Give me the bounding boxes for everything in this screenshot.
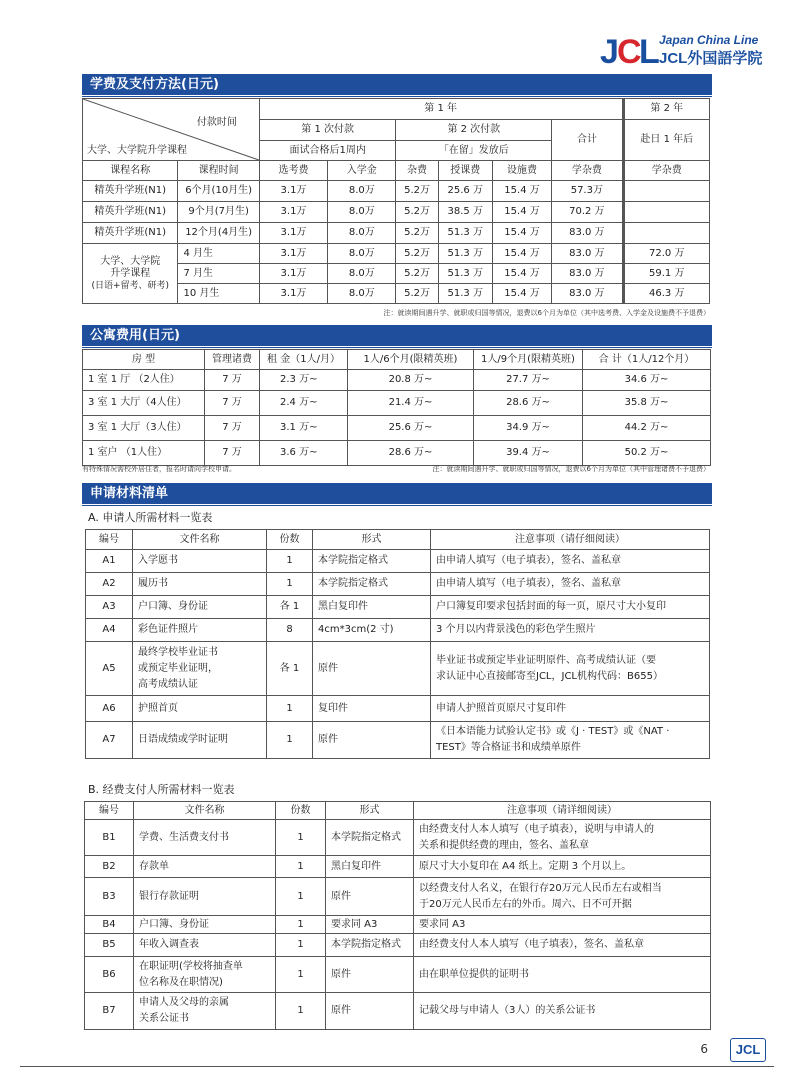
cell: 学费、生活费支付书	[134, 820, 276, 856]
cell: B2	[85, 856, 134, 878]
col-header: 入学金	[328, 161, 396, 181]
apartment-note-right: 注：就读期间遇升学、就职或归国等情况，退费以6个月为单位（其中管理诸费不予退费）	[432, 465, 710, 473]
cell: B1	[85, 820, 134, 856]
col-header: 课程名称	[83, 161, 178, 181]
cell: 3.1万	[259, 264, 327, 284]
cell: 7 月生	[178, 264, 259, 284]
cell: 1	[267, 696, 313, 722]
cell: 1	[276, 916, 326, 934]
cell: 年收入调查表	[134, 934, 276, 957]
col-header: 文件名称	[134, 802, 276, 820]
fees-corner-top: 付款时间	[196, 117, 237, 128]
cell: 申请人及父母的亲属 关系公证书	[134, 993, 276, 1030]
table-row	[83, 244, 710, 264]
cell: 7 万	[205, 441, 260, 466]
pay1-time: 面试合格后1周内	[259, 141, 396, 161]
list-a-table	[85, 529, 710, 759]
cell: 1	[276, 993, 326, 1030]
cell: 《日本语能力试验认定书》或《J · TEST》或《NAT · TEST》等合格证书和成绩单原件	[431, 722, 710, 759]
cell: 4cm*3cm(2 寸)	[313, 619, 431, 642]
cell: 8.0万	[328, 202, 396, 223]
cell: 5.2万	[396, 284, 438, 304]
col-header: 1人/6个月(限精英班)	[348, 350, 474, 370]
cell: 21.4 万~	[348, 391, 474, 416]
list-a-title: A. 申请人所需材料一览表	[88, 511, 213, 524]
cell: 由申请人填写（电子填表），签名、盖私章	[431, 550, 710, 573]
table-row	[83, 416, 711, 441]
list-b-table	[84, 801, 711, 1030]
cell: 复印件	[313, 696, 431, 722]
cell: 3.1万	[259, 181, 327, 202]
table-row	[83, 202, 710, 223]
fees-corner-cell	[83, 99, 260, 161]
cell: 25.6 万	[438, 181, 492, 202]
cell: 要求同 A3	[326, 916, 414, 934]
table-row	[86, 722, 710, 759]
cell: 20.8 万~	[348, 370, 474, 391]
cell: 原件	[313, 642, 431, 696]
cell: 履历书	[133, 573, 267, 596]
cell: 3.1万	[259, 284, 327, 304]
cell: B5	[85, 934, 134, 957]
cell: 4 月生	[178, 244, 259, 264]
cell: 8.0万	[328, 181, 396, 202]
cell: 由经费支付人本人填写（电子填表），签名、盖私章	[414, 934, 711, 957]
cell: 黑白复印件	[326, 856, 414, 878]
cell: 46.3 万	[623, 284, 709, 304]
cell: 3 个月以内背景浅色的彩色学生照片	[431, 619, 710, 642]
logo-j: J	[600, 33, 619, 71]
cell: 各 1	[267, 642, 313, 696]
cell: 70.2 万	[552, 202, 623, 223]
cell: 各 1	[267, 596, 313, 619]
cell: 1	[267, 573, 313, 596]
section-title-fees: 学费及支付方法(日元)	[82, 74, 712, 95]
col-header: 形式	[313, 530, 431, 550]
cell: 8.0万	[328, 223, 396, 244]
cell: 要求同 A3	[414, 916, 711, 934]
cell: 申请人护照首页原尺寸复印件	[431, 696, 710, 722]
cell: 2.3 万~	[260, 370, 348, 391]
col-header: 编号	[85, 802, 134, 820]
year2-time: 赴日 1 年后	[623, 120, 709, 161]
cell: 7 万	[205, 370, 260, 391]
cell: A1	[86, 550, 133, 573]
cell: 57.3万	[552, 181, 623, 202]
table-row	[85, 878, 711, 916]
col-header: 注意事项（请仔细阅读）	[431, 530, 710, 550]
brand-english: Japan China Line	[659, 33, 759, 47]
cell: 由经费支付人本人填写（电子填表），说明与申请人的 关系和提供经费的理由，签名、盖私章	[414, 820, 711, 856]
cell: 27.7 万~	[474, 370, 583, 391]
table-row	[85, 957, 711, 993]
cell: 28.6 万~	[348, 441, 474, 466]
brand-chinese	[659, 47, 762, 68]
cell: 15.4 万	[492, 181, 551, 202]
col-header: 份数	[267, 530, 313, 550]
footer-divider	[20, 1066, 774, 1067]
cell: 日语成绩或学时证明	[133, 722, 267, 759]
cell: A4	[86, 619, 133, 642]
logo	[600, 30, 660, 71]
group-name-line: 大学、大学院	[100, 255, 161, 267]
cell: A7	[86, 722, 133, 759]
cell: 以经费支付人名义，在银行存20万元人民币左右或相当 于20万元人民币左右的外币。周六、日不可开据	[414, 878, 711, 916]
cell: 本学院指定格式	[326, 820, 414, 856]
cell: 83.0 万	[552, 284, 623, 304]
apartment-header-row	[83, 350, 711, 370]
pay2-time: 「在留」发放后	[396, 141, 552, 161]
cell: 1	[276, 856, 326, 878]
cell: 1	[267, 722, 313, 759]
year1-header: 第 1 年	[259, 99, 623, 120]
group-name-line: (日语+留考、研考)	[91, 280, 170, 291]
cell: 83.0 万	[552, 244, 623, 264]
cell: 护照首页	[133, 696, 267, 722]
cell: B7	[85, 993, 134, 1030]
pay1-header: 第 1 次付款	[259, 120, 396, 141]
cell: 由在职单位提供的证明书	[414, 957, 711, 993]
cell: 1 室户 （1人住）	[83, 441, 205, 466]
cell: A5	[86, 642, 133, 696]
table-row	[83, 391, 711, 416]
cell	[623, 181, 709, 202]
cell: 28.6 万~	[474, 391, 583, 416]
cell: 黑白复印件	[313, 596, 431, 619]
cell: 精英升学班(N1)	[83, 202, 178, 223]
cell: 由申请人填写（电子填表），签名、盖私章	[431, 573, 710, 596]
col-header: 租 金（1人/月）	[260, 350, 348, 370]
total-header: 合计	[552, 120, 623, 161]
col-header: 1人/9个月(限精英班)	[474, 350, 583, 370]
footer-logo: JCL	[730, 1038, 766, 1062]
brand-jcl: JCL	[659, 50, 688, 67]
cell: 51.3 万	[438, 244, 492, 264]
table-row	[86, 550, 710, 573]
cell: 本学院指定格式	[313, 573, 431, 596]
cell: 34.6 万~	[583, 370, 711, 391]
cell: 原件	[326, 957, 414, 993]
cell: 12个月(4月生)	[178, 223, 259, 244]
cell: 存款单	[134, 856, 276, 878]
col-header: 文件名称	[133, 530, 267, 550]
list-a-header-row	[86, 530, 710, 550]
cell: 15.4 万	[492, 202, 551, 223]
logo-c: C	[617, 33, 642, 71]
cell: 8.0万	[328, 244, 396, 264]
cell: 51.3 万	[438, 264, 492, 284]
cell: 3 室 1 大厅（3人住）	[83, 416, 205, 441]
cell: A3	[86, 596, 133, 619]
table-row	[85, 916, 711, 934]
col-header: 选考费	[259, 161, 327, 181]
col-header: 授课费	[438, 161, 492, 181]
section-title-materials: 申请材料清单	[82, 483, 712, 504]
cell: 35.8 万~	[583, 391, 711, 416]
cell: 精英升学班(N1)	[83, 223, 178, 244]
table-row	[85, 820, 711, 856]
cell: 3.1万	[259, 244, 327, 264]
fees-table	[82, 98, 710, 304]
cell: 户口簿复印要求包括封面的每一页，原尺寸大小复印	[431, 596, 710, 619]
cell: 34.9 万~	[474, 416, 583, 441]
cell: 彩色证件照片	[133, 619, 267, 642]
cell: 1	[267, 550, 313, 573]
cell: 25.6 万~	[348, 416, 474, 441]
table-row	[83, 441, 711, 466]
cell: 3.6 万~	[260, 441, 348, 466]
cell: 户口簿、身份证	[133, 596, 267, 619]
cell: 原件	[313, 722, 431, 759]
jcl-logo-icon	[600, 30, 660, 71]
cell: 83.0 万	[552, 223, 623, 244]
cell: 38.5 万	[438, 202, 492, 223]
cell: 15.4 万	[492, 223, 551, 244]
apartment-table	[82, 349, 711, 466]
cell: 44.2 万~	[583, 416, 711, 441]
table-row	[86, 573, 710, 596]
fees-header-row	[83, 161, 710, 181]
list-b-title: B. 经费支付人所需材料一览表	[88, 783, 235, 796]
col-header: 杂费	[396, 161, 438, 181]
cell: 2.4 万~	[260, 391, 348, 416]
cell: 原尺寸大小复印在 A4 纸上。定期 3 个月以上。	[414, 856, 711, 878]
cell: 7 万	[205, 391, 260, 416]
table-row	[83, 223, 710, 244]
cell: 最终学校毕业证书 或预定毕业证明， 高考成绩认证	[133, 642, 267, 696]
table-row	[85, 934, 711, 957]
col-header: 设施费	[492, 161, 551, 181]
cell: 毕业证书或预定毕业证明原件、高考成绩认证（要 求认证中心直接邮寄至JCL，JCL机构代码：B655）	[431, 642, 710, 696]
cell: 51.3 万	[438, 223, 492, 244]
table-row	[86, 642, 710, 696]
cell: 本学院指定格式	[313, 550, 431, 573]
cell: 3 室 1 大厅（4人住）	[83, 391, 205, 416]
table-row	[86, 619, 710, 642]
col-header: 注意事项（请详细阅读）	[414, 802, 711, 820]
col-header: 学杂费	[623, 161, 709, 181]
cell: 3.1 万~	[260, 416, 348, 441]
cell: A6	[86, 696, 133, 722]
cell	[623, 202, 709, 223]
cell: 记载父母与申请人（3人）的关系公证书	[414, 993, 711, 1030]
group-name-line: 升学课程	[110, 267, 151, 279]
table-row	[85, 993, 711, 1030]
cell: 10 月生	[178, 284, 259, 304]
cell: 9个月(7月生)	[178, 202, 259, 223]
year2-header: 第 2 年	[623, 99, 709, 120]
cell: 在职证明(学校将抽查单 位名称及在职情况)	[134, 957, 276, 993]
cell: 39.4 万~	[474, 441, 583, 466]
cell: 入学愿书	[133, 550, 267, 573]
cell: 本学院指定格式	[326, 934, 414, 957]
fees-note: 注：就读期间遇升学、就职或归国等情况，退费以6个月为单位（其中选考费、入学金及设施费不予退费）	[383, 309, 710, 317]
cell: 15.4 万	[492, 284, 551, 304]
table-row	[86, 696, 710, 722]
col-header: 份数	[276, 802, 326, 820]
table-row	[86, 596, 710, 619]
cell: 15.4 万	[492, 244, 551, 264]
cell: 8	[267, 619, 313, 642]
table-row	[83, 370, 711, 391]
cell: 5.2万	[396, 244, 438, 264]
cell: 5.2万	[396, 181, 438, 202]
col-header: 编号	[86, 530, 133, 550]
cell: B6	[85, 957, 134, 993]
cell: 6个月(10月生)	[178, 181, 259, 202]
cell: 精英升学班(N1)	[83, 181, 178, 202]
cell: 50.2 万~	[583, 441, 711, 466]
apartment-note-left: 有特殊情况需校外居住者，报名时请向学校申请。	[82, 465, 236, 473]
table-row	[85, 856, 711, 878]
page-number: 6	[700, 1042, 708, 1056]
cell: B4	[85, 916, 134, 934]
cell: 5.2万	[396, 223, 438, 244]
cell: A2	[86, 573, 133, 596]
cell: 7 万	[205, 416, 260, 441]
cell: 1	[276, 878, 326, 916]
col-header: 管理诸费	[205, 350, 260, 370]
cell: 3.1万	[259, 202, 327, 223]
cell: 5.2万	[396, 264, 438, 284]
cell: 银行存款证明	[134, 878, 276, 916]
group-name-cell	[83, 244, 178, 304]
cell: 15.4 万	[492, 264, 551, 284]
col-header: 学杂费	[552, 161, 623, 181]
cell: 原件	[326, 878, 414, 916]
list-b-header-row	[85, 802, 711, 820]
cell: B3	[85, 878, 134, 916]
fees-corner-bottom: 大学、大学院升学课程	[87, 145, 187, 156]
section-title-apartment: 公寓费用(日元)	[82, 325, 712, 346]
cell: 83.0 万	[552, 264, 623, 284]
cell: 1	[276, 934, 326, 957]
col-header: 形式	[326, 802, 414, 820]
cell: 8.0万	[328, 284, 396, 304]
cell: 1 室 1 厅 （2人住）	[83, 370, 205, 391]
cell: 72.0 万	[623, 244, 709, 264]
brand-cn: 外国語学院	[687, 49, 763, 67]
cell: 户口簿、身份证	[134, 916, 276, 934]
col-header: 合 计（1人/12个月）	[583, 350, 711, 370]
cell: 1	[276, 957, 326, 993]
table-row	[83, 181, 710, 202]
cell: 5.2万	[396, 202, 438, 223]
col-header: 课程时间	[178, 161, 259, 181]
cell: 51.3 万	[438, 284, 492, 304]
cell: 8.0万	[328, 264, 396, 284]
cell	[623, 223, 709, 244]
cell: 59.1 万	[623, 264, 709, 284]
logo-l: L	[639, 33, 660, 71]
cell: 原件	[326, 993, 414, 1030]
col-header: 房 型	[83, 350, 205, 370]
pay2-header: 第 2 次付款	[396, 120, 552, 141]
cell: 3.1万	[259, 223, 327, 244]
cell: 1	[276, 820, 326, 856]
